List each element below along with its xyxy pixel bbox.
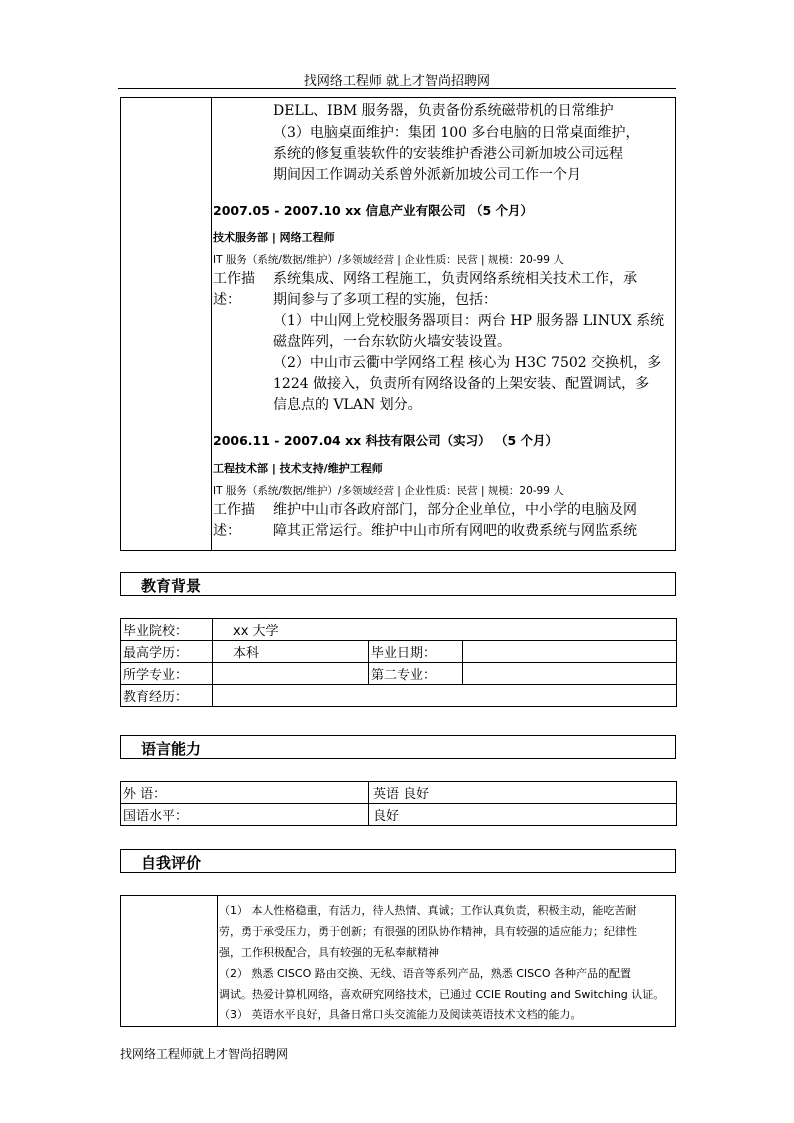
job-title: 2006.11 - 2007.04 xx 科技有限公司（实习） （5 个月） [213,433,558,448]
major-value [213,663,369,685]
table-row [121,663,677,685]
job-description-label: 工作描 [213,502,255,518]
job-description-label: 述： [213,292,241,308]
experience-line: 期间因工作调动关系曾外派新加坡公司工作一个月 [273,167,581,183]
language-section-header [120,735,676,759]
education-history-value [213,685,677,707]
self-evaluation-line: （1） 本人性格稳重，有活力，待人热情、真诚；工作认真负责，积极主动，能吃苦耐 [219,904,637,917]
work-experience-content [211,98,675,550]
job-description-line: 磁盘阵列，一台东软防火墙安装设置。 [273,334,511,350]
job-description-line: 系统集成、网络工程施工，负责网络系统相关技术工作，承 [273,271,637,287]
foreign-language-label: 外 语： [121,782,369,804]
experience-line: 系统的修复重装软件的安装维护香港公司新加坡公司远程 [273,146,623,162]
education-history-label: 教育经历： [121,685,213,707]
job-description-label: 工作描 [213,271,255,287]
section-title: 教育背景 [141,577,202,595]
second-major-value [463,663,677,685]
self-evaluation-line: （3） 英语水平良好，具备日常口头交流能力及阅读英语技术文档的能力。 [219,1008,582,1021]
self-evaluation-box [120,895,676,1027]
job-company-meta: IT 服务（系统/数据/维护）/多领域经营 | 企业性质：民营 | 规模：20-99 人 [213,254,564,266]
major-label: 所学专业： [121,663,213,685]
job-description-line: （1）中山网上党校服务器项目：两台 HP 服务器 LINUX 系统 [273,313,665,329]
table-row [121,685,677,707]
mandarin-value: 良好 [369,804,677,826]
section-title: 语言能力 [141,740,202,758]
work-experience-box [120,97,676,551]
school-value: xx 大学 [213,619,677,641]
job-description-line: （2）中山市云衢中学网络工程 核心为 H3C 7502 交换机，多 [273,355,662,371]
job-description-line: 期间参与了多项工程的实施，包括： [273,292,497,308]
self-evaluation-line: 劳，勇于承受压力，勇于创新；有很强的团队协作精神，具有较强的适应能力；纪律性 [219,925,637,938]
education-section-header [120,572,676,596]
language-table [120,781,677,826]
job-description-line: 维护中山市各政府部门，部分企业单位，中小学的电脑及网 [273,502,637,518]
grad-date-label: 毕业日期： [369,641,463,663]
job-description-label: 述： [213,523,241,539]
job-description-line: 障其正常运行。维护中山市所有网吧的收费系统与网监系统 [273,523,637,539]
experience-line: （3）电脑桌面维护：集团 100 多台电脑的日常桌面维护， [273,125,640,141]
job-title: 2007.05 - 2007.10 xx 信息产业有限公司 （5 个月） [213,203,533,218]
job-description-line: 1224 做接入，负责所有网络设备的上架安装、配置调试，多 [273,376,650,392]
self-evaluation-content [219,896,675,1026]
table-row [121,804,677,826]
degree-value: 本科 [213,641,369,663]
header-divider [118,88,676,89]
degree-label: 最高学历： [121,641,213,663]
page-header-title: 找网络工程师 就上才智尚招聘网 [303,74,491,89]
foreign-language-value: 英语 良好 [369,782,677,804]
table-row [121,619,677,641]
job-department: 工程技术部 | 技术支持/维护工程师 [213,462,383,475]
job-department: 技术服务部 | 网络工程师 [213,231,335,244]
self-evaluation-line: 调试。热爱计算机网络，喜欢研究网络技术，已通过 CCIE Routing and Switching 认证。 [219,988,665,1001]
self-evaluation-section-header [120,849,676,873]
table-row [121,782,677,804]
grad-date-value [463,641,677,663]
self-evaluation-line: 强，工作积极配合，具有较强的无私奉献精神 [219,946,439,959]
second-major-label: 第二专业： [369,663,463,685]
experience-line: DELL、IBM 服务器，负责备份系统磁带机的日常维护 [273,103,614,119]
education-table [120,618,677,707]
self-evaluation-line: （2） 熟悉 CISCO 路由交换、无线、语音等系列产品，熟悉 CISCO 各种产品的配置 [219,967,631,980]
table-row [121,641,677,663]
mandarin-label: 国语水平： [121,804,369,826]
page-footer: 找网络工程师就上才智尚招聘网 [120,1047,289,1061]
column-divider [217,896,218,1026]
section-title: 自我评价 [141,854,202,872]
job-description-line: 信息点的 VLAN 划分。 [273,397,422,413]
job-company-meta: IT 服务（系统/数据/维护）/多领域经营 | 企业性质：民营 | 规模：20-99 人 [213,485,564,497]
school-label: 毕业院校： [121,619,213,641]
